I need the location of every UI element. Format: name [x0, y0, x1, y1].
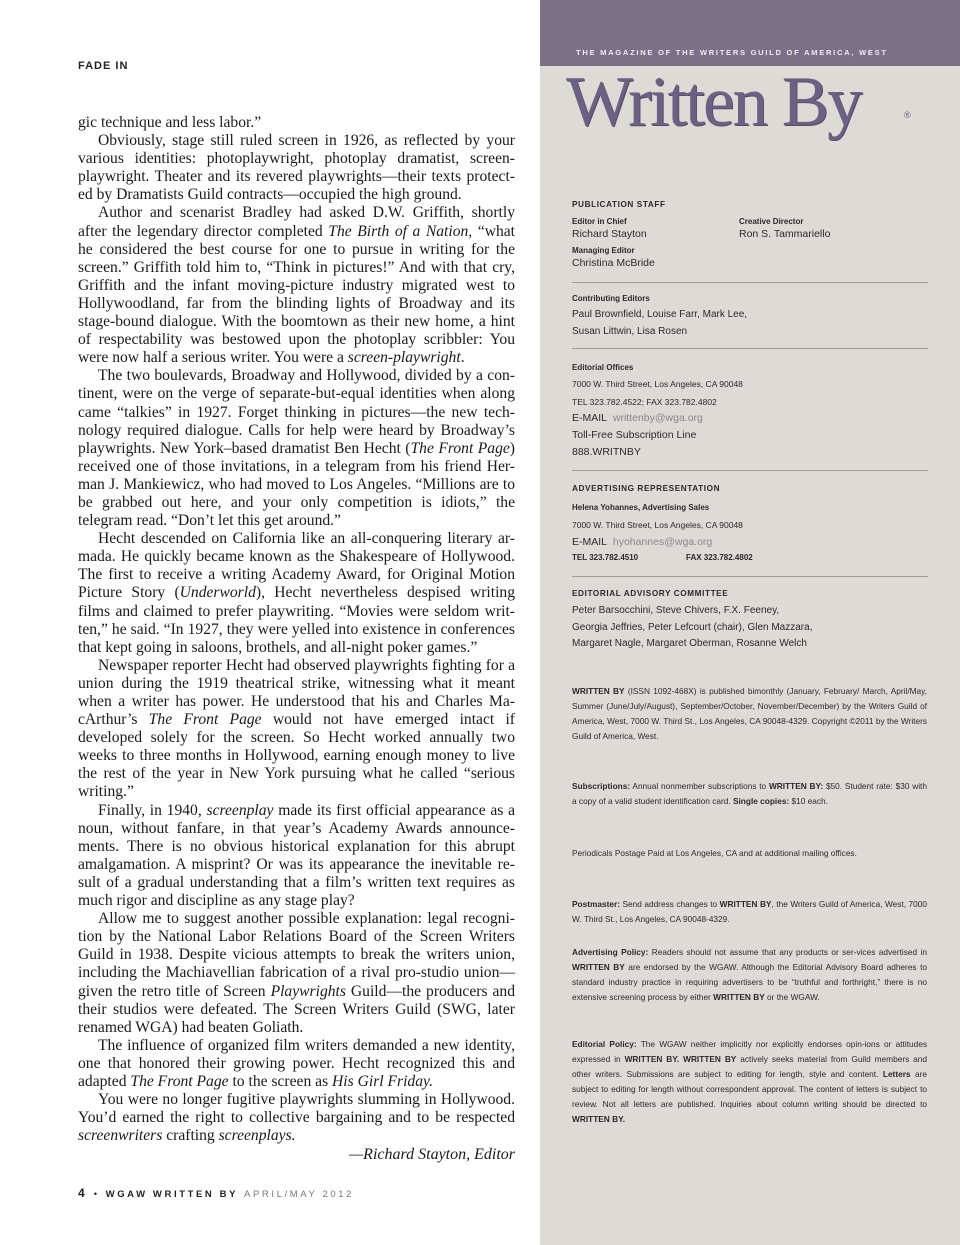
subscription-label: Toll-Free Subscription Line — [572, 429, 697, 441]
bold-run: WRITTEN BY — [572, 962, 625, 973]
creative-label: Creative Director — [739, 217, 804, 226]
italic-title: The Front Page — [410, 439, 510, 457]
text-run: Finally, in 1940, — [98, 801, 207, 819]
italic-title: Underworld — [179, 584, 256, 602]
editor-label: Editor in Chief — [572, 217, 627, 226]
offices-email — [572, 410, 927, 426]
advisory-heading: EDITORIAL ADVISORY COMMITTEE — [572, 589, 729, 598]
divider — [572, 282, 928, 283]
section-label: FADE IN — [78, 60, 129, 72]
text-run: Annual nonmember subscriptions to — [630, 781, 769, 791]
text-run: crafting — [162, 1127, 219, 1145]
creative-name: Ron S. Tammariello — [739, 228, 831, 240]
fine-print-paragraph — [572, 779, 927, 809]
advertising-tel: TEL 323.782.4510 — [572, 553, 639, 562]
divider — [572, 576, 928, 577]
article-paragraph — [78, 1091, 515, 1145]
article-paragraph — [78, 910, 515, 1037]
page-number: 4 — [78, 1186, 86, 1200]
text-run: or the WGAW. — [764, 992, 820, 1003]
fine-print-paragraph — [572, 945, 927, 1005]
divider — [572, 470, 928, 471]
italic-title: screenplays. — [218, 1127, 296, 1145]
subscription-number: 888.WRITNBY — [572, 446, 641, 458]
offices-address: 7000 W. Third Street, Los Angeles, CA 90048 — [572, 379, 743, 389]
text-run: , the Writers Guild of America, West, 7000 W. Third St., Los Angeles, CA 90048-4329. — [572, 899, 928, 925]
text-run: $50. Student rate: $30 with a copy of a valid student identification card. — [572, 781, 927, 807]
text-run: Periodicals Postage Paid at Los Angeles, CA and at additional mailing offices. — [572, 848, 857, 858]
bold-run: WRITTEN BY — [713, 992, 765, 1003]
bold-run: Letters — [882, 1069, 911, 1080]
italic-title: The Front Page — [148, 711, 262, 729]
staff-heading: PUBLICATION STAFF — [572, 200, 666, 209]
bold-run: WRITTEN BY — [572, 686, 625, 696]
text-run: Readers should not assume that any products or ser-vices advertised in — [648, 947, 927, 957]
advertising-email — [572, 534, 927, 550]
article-paragraph — [78, 114, 515, 132]
text-run: The influence of organized film writers demanded a new identity, one that honored their growing power. Hecht recognized this and adapted — [78, 1036, 515, 1090]
article-paragraph — [78, 367, 515, 530]
italic-title: His Girl Friday. — [332, 1072, 433, 1090]
masthead-tagline: THE MAGAZINE OF THE WRITERS GUILD OF AMERICA, WEST — [576, 48, 888, 57]
text-run: gic technique and less labor.” — [78, 114, 262, 131]
italic-title: The Front Page — [130, 1072, 229, 1090]
text-run: would not have emerged intact if developed solely for the screen. So Hecht worked annually two weeks to three months in Hollywood, earning enough money to live the rest of the year in New York pursuing what he called “serious writing.” — [78, 711, 516, 801]
fine-print-paragraph — [572, 897, 927, 927]
offices-heading: Editorial Offices — [572, 363, 634, 372]
bold-run: WRITTEN BY — [719, 899, 772, 909]
text-run: The WGAW neither implicitly nor explicitly endorses opin-ions or attitudes expressed in — [572, 1039, 927, 1065]
footer-magazine: WGAW WRITTEN BY — [105, 1189, 239, 1200]
email-label: E-MAIL — [572, 536, 608, 548]
managing-name: Christina McBride — [572, 257, 655, 269]
text-run: The two boulevards, Broadway and Hollywood, divided by a con-tinent, were on the verge of separate-but-equal identities when along came “talkies” in 1927. Forget thinking in pictures—the new tech-nology required dialogue. Calls for help were heard by Broadway’s playwrights. New York–based dramatist Ben Hecht ( — [78, 367, 515, 457]
bold-run: Single copies: — [732, 796, 790, 807]
fine-print-paragraph — [572, 846, 927, 861]
fine-print-paragraph — [572, 1037, 927, 1128]
text-run: “what he considered the best course for one to pursue in writing for the screen.” Griffith told him to, “Think in pictures!” And with that cry, Griffith and the infant moving-picture industry migrated west to Hollywoodland, far from the blinding lights of Broadway and its stage-bound dialogue. With the boomtown as their new home, a hint of respectability was bestowed upon the photoplay scribbler: You were now half a serious writer. You were a — [78, 222, 516, 367]
advertising-contact: Helena Yohannes, Advertising Sales — [572, 503, 710, 512]
text-run: ) received one of those invitations, in a telegram from his friend Her-man J. Mankiewicz, who had moved to Los Angeles. “Millions are to be grabbed out here, and your only competition is idiots,” the telegram read. “Don’t let this get around.” — [78, 439, 515, 530]
bold-run: WRITTEN BY. — [572, 1114, 626, 1125]
page-footer — [78, 1186, 354, 1200]
advisory-line: Georgia Jeffries, Peter Lefcourt (chair), Glen Mazzara, — [572, 622, 813, 633]
text-run: Guild—the producers and their studios were defeated. The Screen Writers Guild (SWG, later renamed WGA) had beaten Goliath. — [78, 982, 515, 1036]
text-run: are endorsed by the WGAW. Although the Editorial Advisory Board adheres to standard industry practice in requiring advertisers to be “truthful and forthright,” there is no extensive screening process by either — [572, 962, 927, 1003]
text-run: made its first official appearance as a noun, without fanfare, in that year’s Academy Awards announce-ments. There is no obvious historical explanation for this abrupt amalgamation. A misprint? Or was its appearance the inevitable re-sult of a gradual understanding that a film’s written text requires as much rigor and discipline as any stage play? — [78, 801, 515, 910]
text-run: $10 each. — [789, 796, 828, 807]
bold-run: Editorial Policy: — [572, 1039, 637, 1049]
bold-run: Advertising Policy: — [572, 947, 649, 957]
italic-title: screenplay — [206, 801, 274, 819]
email-label: E-MAIL — [572, 412, 608, 424]
article-body — [78, 114, 515, 1164]
email-link[interactable]: hyohannes@wga.org — [612, 536, 713, 548]
bold-run: Subscriptions: — [572, 781, 631, 791]
contrib-label: Contributing Editors — [572, 294, 650, 303]
text-run: Obviously, stage still ruled screen in 1926, as reflected by your various identities: photoplaywright, photoplay dramatist, screen-playwright. Theater and its revered playwrights—their texts protect-ed by Dramatists Guild contracts—occupied the high ground. — [78, 132, 515, 204]
article-paragraph — [78, 204, 515, 367]
article-paragraph — [78, 802, 515, 911]
italic-title: screen-playwright — [347, 349, 461, 367]
italic-title: Playwrights — [270, 982, 346, 1000]
text-run: You were no longer fugitive playwrights slumming in Hollywood. You’d earned the right to collective bargaining and to be respected — [78, 1091, 515, 1127]
written-by-logo: Written By — [566, 63, 861, 141]
article-paragraph — [78, 530, 515, 657]
fine-print-paragraph — [572, 684, 927, 744]
text-run: Send address changes to — [619, 899, 720, 909]
text-run: Newspaper reporter Hecht had observed playwrights fighting for a union during the 1919 theatrical strike, witnessing what it meant when a writer has power. He understood that his and Charles Ma-cArthur’s — [78, 656, 515, 729]
text-run: ), Hecht nevertheless despised writing films and claimed to prefer playwriting. “Movies were seldom writ-ten,” he said. “In 1927, they were yelled into existence in conferences that kept going in saloons, brothels, and all-night poker games.” — [78, 584, 515, 656]
offices-tel: TEL 323.782.4522; FAX 323.782.4802 — [572, 397, 717, 407]
advisory-line: Peter Barsocchini, Steve Chivers, F.X. Feeney, — [572, 605, 780, 616]
text-run: are subject to editing for length without correspondent approval. The content of letters is subject to review. Not all letters are published. Inquiries about column writing should be directed to — [572, 1069, 927, 1110]
advertising-heading: ADVERTISING REPRESENTATION — [572, 484, 721, 493]
email-link[interactable]: writtenby@wga.org — [612, 412, 703, 424]
bold-run: Postmaster: — [572, 899, 620, 909]
article-paragraph — [78, 657, 515, 802]
editor-name: Richard Stayton — [572, 228, 647, 240]
contrib-line: Susan Littwin, Lisa Rosen — [572, 326, 688, 337]
article-paragraph — [78, 132, 515, 204]
footer-date: APRIL/MAY 2012 — [244, 1189, 355, 1200]
bold-run: WRITTEN BY: — [768, 781, 824, 791]
article-paragraph — [78, 1037, 515, 1091]
italic-title: The Birth of a Nation, — [328, 222, 473, 240]
bold-run: WRITTEN BY. WRITTEN BY — [624, 1054, 737, 1065]
text-run: (ISSN 1092-468X) is published bimonthly (January, February/ March, April/May, Summer (June/July/August), September/October, November/December) by the Writers Guild of America, West, 7000 W. Third St., Los Angeles, CA 90048-4329. Copyright ©2011 by the Writers Guild of America, West. — [572, 686, 927, 742]
registered-mark: ® — [904, 110, 911, 120]
italic-title: screenwriters — [78, 1127, 163, 1145]
text-run: Hecht descended on California like an all-conquering literary ar-mada. He quickly became known as the Shakespeare of Hollywood. The first to receive a writing Academy Award, for Original Motion Picture Story ( — [78, 530, 515, 602]
text-run: to the screen as — [228, 1072, 333, 1090]
article-signoff: —Richard Stayton, Editor — [348, 1146, 515, 1164]
managing-label: Managing Editor — [572, 246, 635, 255]
contrib-line: Paul Brownfield, Louise Farr, Mark Lee, — [572, 309, 748, 320]
text-run: . — [460, 349, 465, 367]
text-run: Allow me to suggest another possible explanation: legal recogni-tion by the National Labor Relations Board of the Screen Writers Guild in 1938. Despite vicious attempts to break the writers union, including the Machiavellian fabrication of a rival pro-studio union—given the retro title of Screen — [78, 910, 515, 1000]
text-run: Author and scenarist Bradley had asked D.W. Griffith, shortly after the legendary director completed — [78, 204, 515, 240]
advisory-line: Margaret Nagle, Margaret Oberman, Rosanne Welch — [572, 638, 807, 649]
footer-bullet: • — [93, 1189, 100, 1200]
advertising-fax: FAX 323.782.4802 — [686, 553, 753, 562]
advertising-address: 7000 W. Third Street, Los Angeles, CA 90048 — [572, 520, 743, 530]
text-run: actively seeks material from Guild members and other writers. Submissions are subject to editing for length, style and content. — [572, 1054, 927, 1080]
masthead-panel — [540, 0, 960, 1245]
divider — [572, 348, 928, 349]
